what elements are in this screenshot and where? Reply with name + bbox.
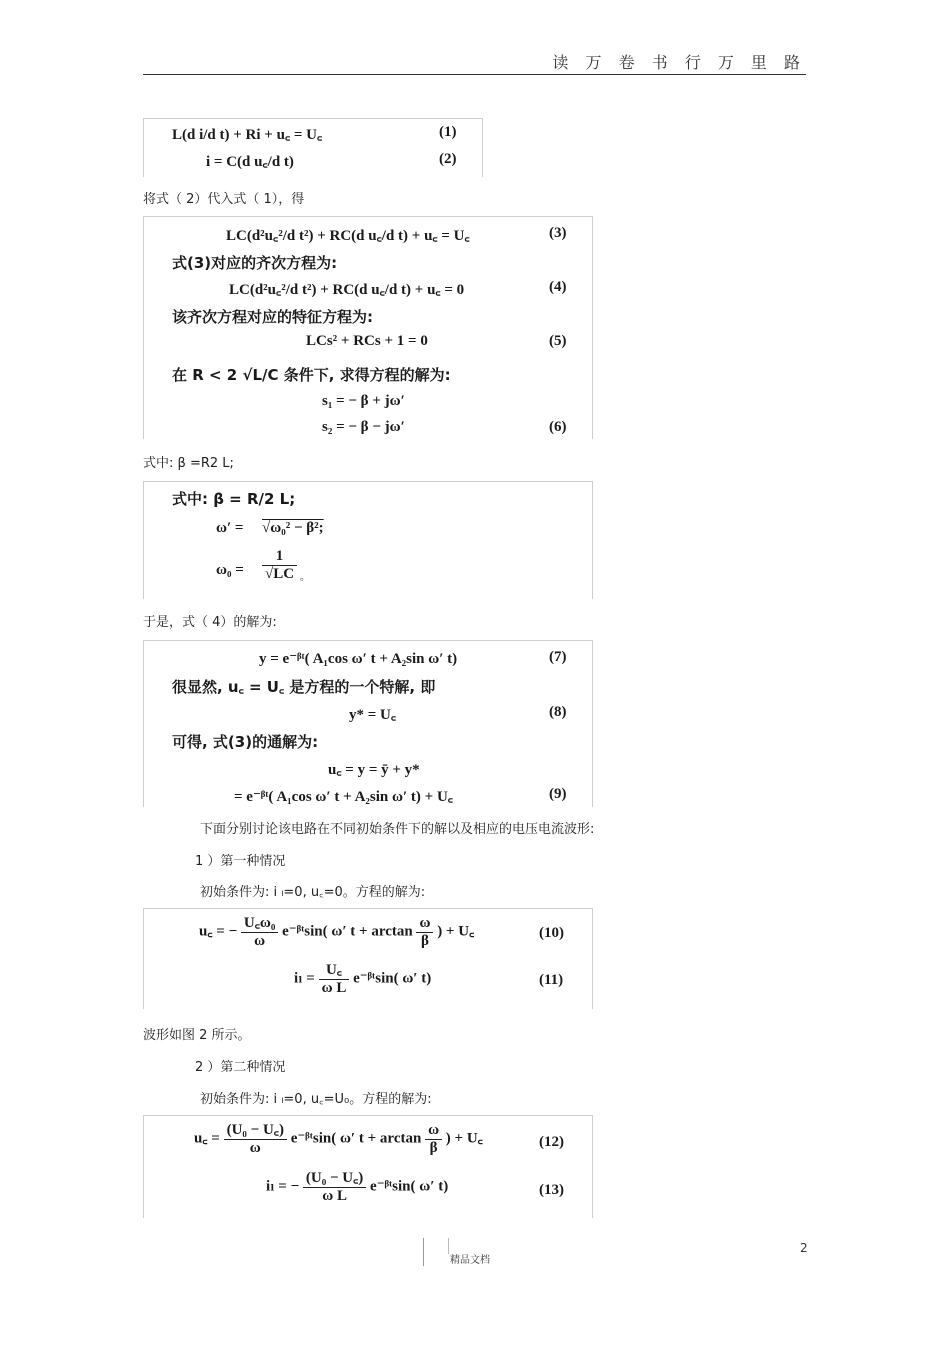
equation-10-number: (10)	[539, 925, 564, 941]
paragraph-solution: 于是，式（ 4）的解为:	[143, 615, 277, 630]
omega0-period: 。	[300, 572, 310, 583]
eq12-frac1-top: (U₀ − U꜀)	[224, 1122, 287, 1140]
omega0-lhs: ω₀ =	[216, 562, 244, 578]
header-motto: 读 万 卷 书 行 万 里 路	[552, 53, 806, 72]
eq13-lhs: iₗ = −	[266, 1178, 300, 1195]
equation-8-number: (8)	[549, 704, 567, 720]
equation-9-number: (9)	[549, 786, 567, 802]
equation-7-number: (7)	[549, 649, 567, 665]
eq12-tail: ) + U꜀	[445, 1130, 483, 1147]
equation-7: y = e⁻ᵝᵗ( A₁cos ω′ t + A₂sin ω′ t)	[259, 651, 458, 667]
text-condition: 在 R < 2 √L/C 条件下, 求得方程的解为:	[172, 366, 451, 384]
equation-box-1	[143, 118, 483, 177]
equation-6a: s₁ = − β + jω′	[322, 393, 405, 409]
equation-box-5	[143, 908, 593, 1009]
eq12-mid: e⁻ᵝᵗsin( ω′ t + arctan	[290, 1130, 422, 1147]
text-characteristic: 该齐次方程对应的特征方程为:	[172, 308, 373, 326]
equation-5: LCs² + RCs + 1 = 0	[306, 333, 428, 349]
eq10-lhs: u꜀ = −	[199, 923, 238, 940]
equation-box-3	[143, 481, 593, 599]
equation-box-2	[143, 216, 593, 439]
page-number: 2	[800, 1241, 808, 1255]
footer-divider	[423, 1238, 424, 1266]
equation-box-6	[143, 1115, 593, 1218]
equation-13-number: (13)	[539, 1182, 564, 1198]
omega0-denominator: √LC	[265, 565, 295, 582]
equation-3-number: (3)	[549, 225, 567, 241]
text-homogeneous: 式(3)对应的齐次方程为:	[172, 254, 338, 272]
eq13-tail: e⁻ᵝᵗsin( ω′ t)	[370, 1178, 449, 1195]
equation-box-4	[143, 640, 593, 807]
text-general: 可得, 式(3)的通解为:	[172, 733, 319, 751]
eq11-frac-top: U꜀	[319, 962, 350, 980]
omega0-numerator: 1	[262, 548, 297, 566]
eq11-tail: e⁻ᵝᵗsin( ω′ t)	[353, 970, 432, 987]
text-particular: 很显然, u꜀ = U꜀ 是方程的一个特解, 即	[172, 678, 436, 696]
equation-6-number: (6)	[549, 419, 567, 435]
equation-2-number: (2)	[439, 151, 457, 167]
equation-13	[266, 1170, 448, 1204]
equation-8: y* = U꜀	[349, 707, 397, 723]
equation-10	[199, 915, 474, 949]
equation-9b: = e⁻ᵝᵗ( A₁cos ω′ t + A₂sin ω′ t) + U꜀	[234, 789, 453, 805]
eq11-lhs: iₗ =	[294, 970, 315, 987]
eq12-frac1-bot: ω	[249, 1139, 261, 1156]
eq10-mid: e⁻ᵝᵗsin( ω′ t + arctan	[282, 923, 413, 940]
paragraph-case2-conditions: 初始条件为: i ₗ=0, u꜀=U₀。方程的解为:	[200, 1092, 432, 1107]
eq10-frac1-bot: ω	[254, 932, 266, 949]
eq12-frac2-bot: β	[429, 1139, 438, 1156]
equation-11	[294, 962, 431, 996]
paragraph-discussion: 下面分别讨论该电路在不同初始条件下的解以及相应的电压电流波形:	[200, 822, 595, 837]
equation-1-number: (1)	[439, 124, 457, 140]
equation-12	[194, 1122, 483, 1156]
eq10-frac2-bot: β	[421, 932, 429, 949]
eq10-frac1-top: U꜀ω₀	[241, 915, 278, 933]
equation-4-number: (4)	[549, 279, 567, 295]
omega-prime-rhs: √ω₀² − β²;	[262, 520, 324, 536]
omega0-fraction	[262, 548, 297, 582]
equation-2: i = C(d u꜀/d t)	[206, 154, 294, 170]
omega-prime-lhs: ω′ =	[216, 520, 244, 536]
eq11-frac-bot: ω L	[321, 979, 347, 996]
paragraph-where: 式中: β =R2 L;	[143, 456, 234, 471]
eq12-lhs: u꜀ =	[194, 1130, 220, 1147]
eq10-frac2-top: ω	[416, 915, 433, 933]
equation-4: LC(d²u꜀²/d t²) + RC(d u꜀/d t) + u꜀ = 0	[229, 282, 465, 298]
eq12-frac2-top: ω	[425, 1122, 442, 1140]
eq10-tail: ) + U꜀	[437, 923, 475, 940]
paragraph-case1-conditions: 初始条件为: i ₗ=0, u꜀=0。方程的解为:	[200, 885, 426, 900]
paragraph-case1-title: 1 ）第一种情况	[195, 854, 286, 869]
equation-3: LC(d²u꜀²/d t²) + RC(d u꜀/d t) + u꜀ = U꜀	[226, 228, 470, 244]
equation-9a: u꜀ = y = ȳ + y*	[328, 762, 420, 778]
paragraph-figure-ref: 波形如图 2 所示。	[143, 1028, 251, 1043]
equation-11-number: (11)	[539, 972, 564, 988]
eq13-frac-bot: ω L	[322, 1187, 347, 1204]
eq13-frac-top: (U₀ − U꜀)	[303, 1170, 366, 1188]
page-header	[143, 50, 806, 75]
paragraph-case2-title: 2 ）第二种情况	[195, 1060, 286, 1075]
equation-6b: s₂ = − β − jω′	[322, 419, 405, 435]
equation-5-number: (5)	[549, 333, 567, 349]
equation-12-number: (12)	[539, 1134, 564, 1150]
text-beta-def: 式中: β = R/2 L;	[172, 490, 296, 508]
footer-label: 精品文档	[450, 1255, 490, 1266]
equation-1: L(d i/d t) + Ri + u꜀ = U꜀	[172, 127, 323, 143]
paragraph-substitute: 将式（ 2）代入式（ 1），得	[143, 192, 305, 207]
footer-divider-short	[448, 1238, 449, 1254]
